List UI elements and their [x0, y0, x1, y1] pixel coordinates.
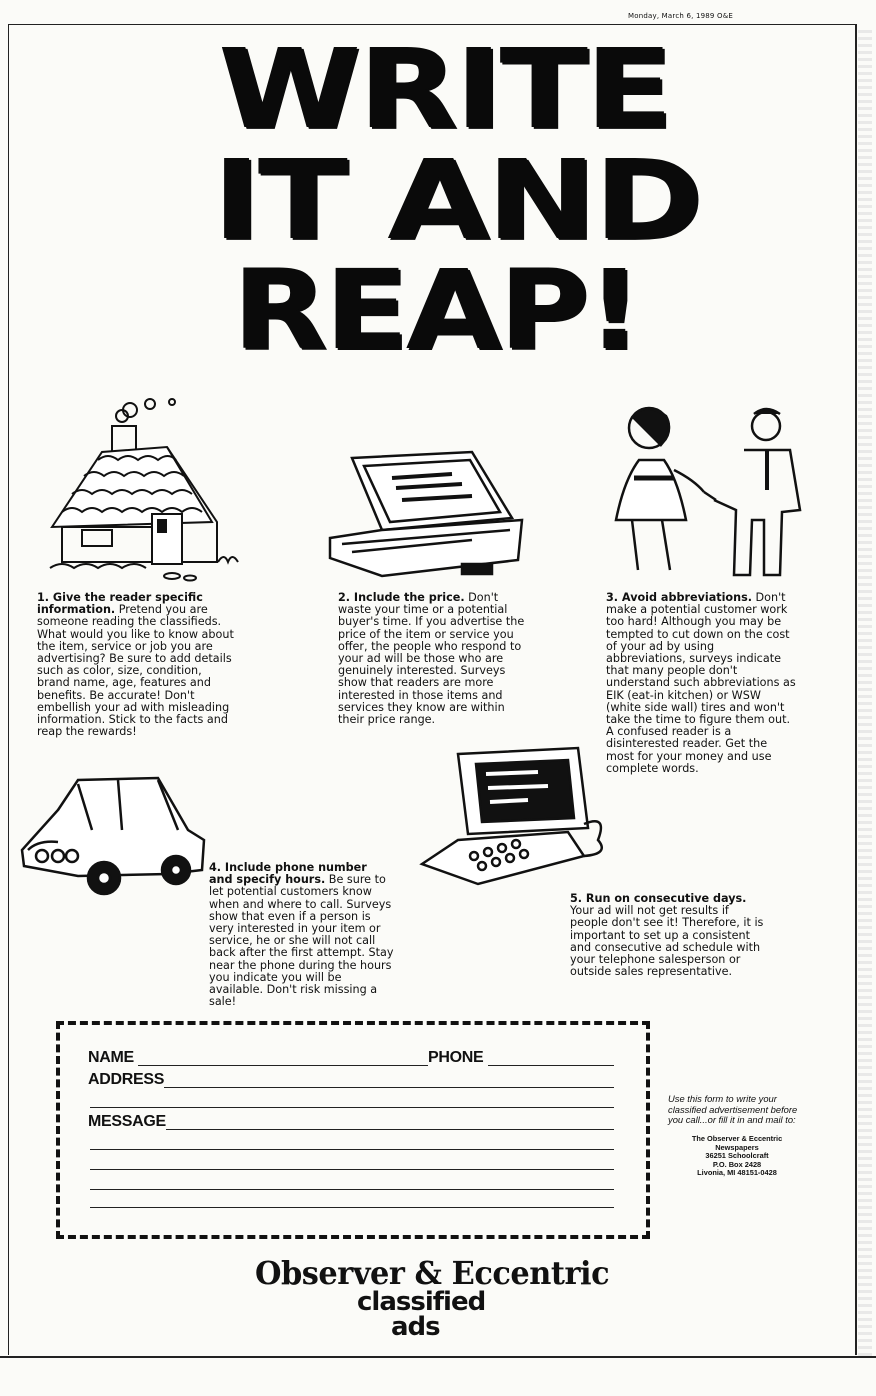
masthead-sub-ads: ads: [391, 1312, 440, 1342]
tip-2: [338, 592, 533, 726]
mailing-address: [672, 1135, 802, 1178]
mail-instruction: Use this form to write your classified advertisement before you call...or fill it in and mail to:: [668, 1093, 798, 1125]
address-line: P.O. Box 2428: [712, 1159, 762, 1169]
house-illustration: [42, 392, 242, 584]
tip-1-title: 1. Give the reader specific information.: [37, 591, 203, 617]
briefcase-illustration: [322, 448, 532, 582]
tip-3-title: 3. Avoid abbreviations.: [606, 591, 752, 604]
message-line-4[interactable]: [90, 1189, 614, 1190]
tip-2-body: Don't waste your time or a potential buyer's time. If you advertise the price of the item or service you offer, the people who respond to your ad will be those who are genuinely interested. Surveys show that readers are more interested in those items and services they know are within their price range.: [338, 591, 525, 727]
phone-label: PHONE: [428, 1049, 484, 1066]
headline-line-2: IT AND: [212, 135, 700, 265]
address-line: 36251 Schoolcraft: [705, 1151, 769, 1161]
couple-icon: [604, 400, 810, 582]
tip-1-body: Pretend you are someone reading the classifieds. What would you like to know about the item, service or job you are advertising? Be sure to add details such as color, size, condition, brand name, age, features and benefits. Be accurate! Don't embellish your ad with misleading information. Stick to the facts and reap the rewards!: [37, 603, 234, 739]
tip-4-title: 4. Include phone number and specify hours.: [209, 861, 367, 887]
computer-illustration: [418, 744, 610, 888]
message-line-3[interactable]: [90, 1169, 614, 1170]
address-line: Newspapers: [715, 1142, 759, 1152]
tip-4: [209, 862, 394, 1008]
classified-order-form: [56, 1021, 650, 1239]
tip-3: [606, 592, 796, 775]
name-field[interactable]: [138, 1065, 428, 1066]
tip-5-title: 5. Run on consecutive days.: [570, 892, 747, 905]
car-illustration: [18, 770, 208, 902]
message-line-5[interactable]: [90, 1207, 614, 1208]
couple-illustration: [604, 400, 810, 582]
message-field[interactable]: [166, 1129, 614, 1130]
tip-1: [37, 592, 237, 738]
tip-4-body: Be sure to let potential customers know when and where to call. Surveys show that even if a person is very interested in your item or service, he or she will not call back after the first attempt. Stay near the phone during the hours you indicate you will be available. Don't risk missing a sale!: [209, 873, 394, 1009]
briefcase-icon: [322, 448, 532, 582]
headline-line-1: WRITE: [218, 24, 671, 154]
computer-terminal-icon: [418, 744, 610, 888]
address-line: The Observer & Eccentric: [691, 1134, 783, 1143]
dateline: Monday, March 6, 1989 O&E: [628, 12, 733, 20]
name-label: NAME: [88, 1049, 134, 1066]
masthead-sub-classified: classified: [357, 1287, 486, 1317]
masthead-logo: Observer & Eccentric: [255, 1254, 610, 1292]
tip-3-body: Don't make a potential customer work too hard! Although you may be tempted to cut down on the cost of your ad by using abbreviations, surveys indicate that many people don't understand such abbreviations as EIK (eat-in kitchen) or WSW (white side wall) tires and won't take the time to figure them out. A confused reader is a disinterested reader. Get the most for your money and use complete words.: [606, 591, 796, 775]
address-line: Livonia, MI 48151-0428: [697, 1168, 777, 1178]
address-field[interactable]: [164, 1087, 614, 1088]
address-label: ADDRESS: [88, 1071, 165, 1088]
bottom-rule: [0, 1356, 876, 1358]
message-label: MESSAGE: [88, 1113, 166, 1130]
tip-5: [570, 893, 770, 978]
headline-line-3: REAP!: [232, 245, 640, 375]
adjacent-page-edge: [858, 30, 872, 1360]
address-field-line-2[interactable]: [90, 1107, 614, 1108]
house-icon: [42, 392, 242, 584]
car-icon: [18, 770, 208, 902]
tip-5-body: Your ad will not get results if people don't see it! Therefore, it is important to set up a consistent and consecutive ad schedule with your telephone salesperson or outside sales representative.: [570, 904, 764, 979]
phone-field[interactable]: [488, 1065, 614, 1066]
tip-2-title: 2. Include the price.: [338, 591, 465, 604]
message-line-2[interactable]: [90, 1149, 614, 1150]
